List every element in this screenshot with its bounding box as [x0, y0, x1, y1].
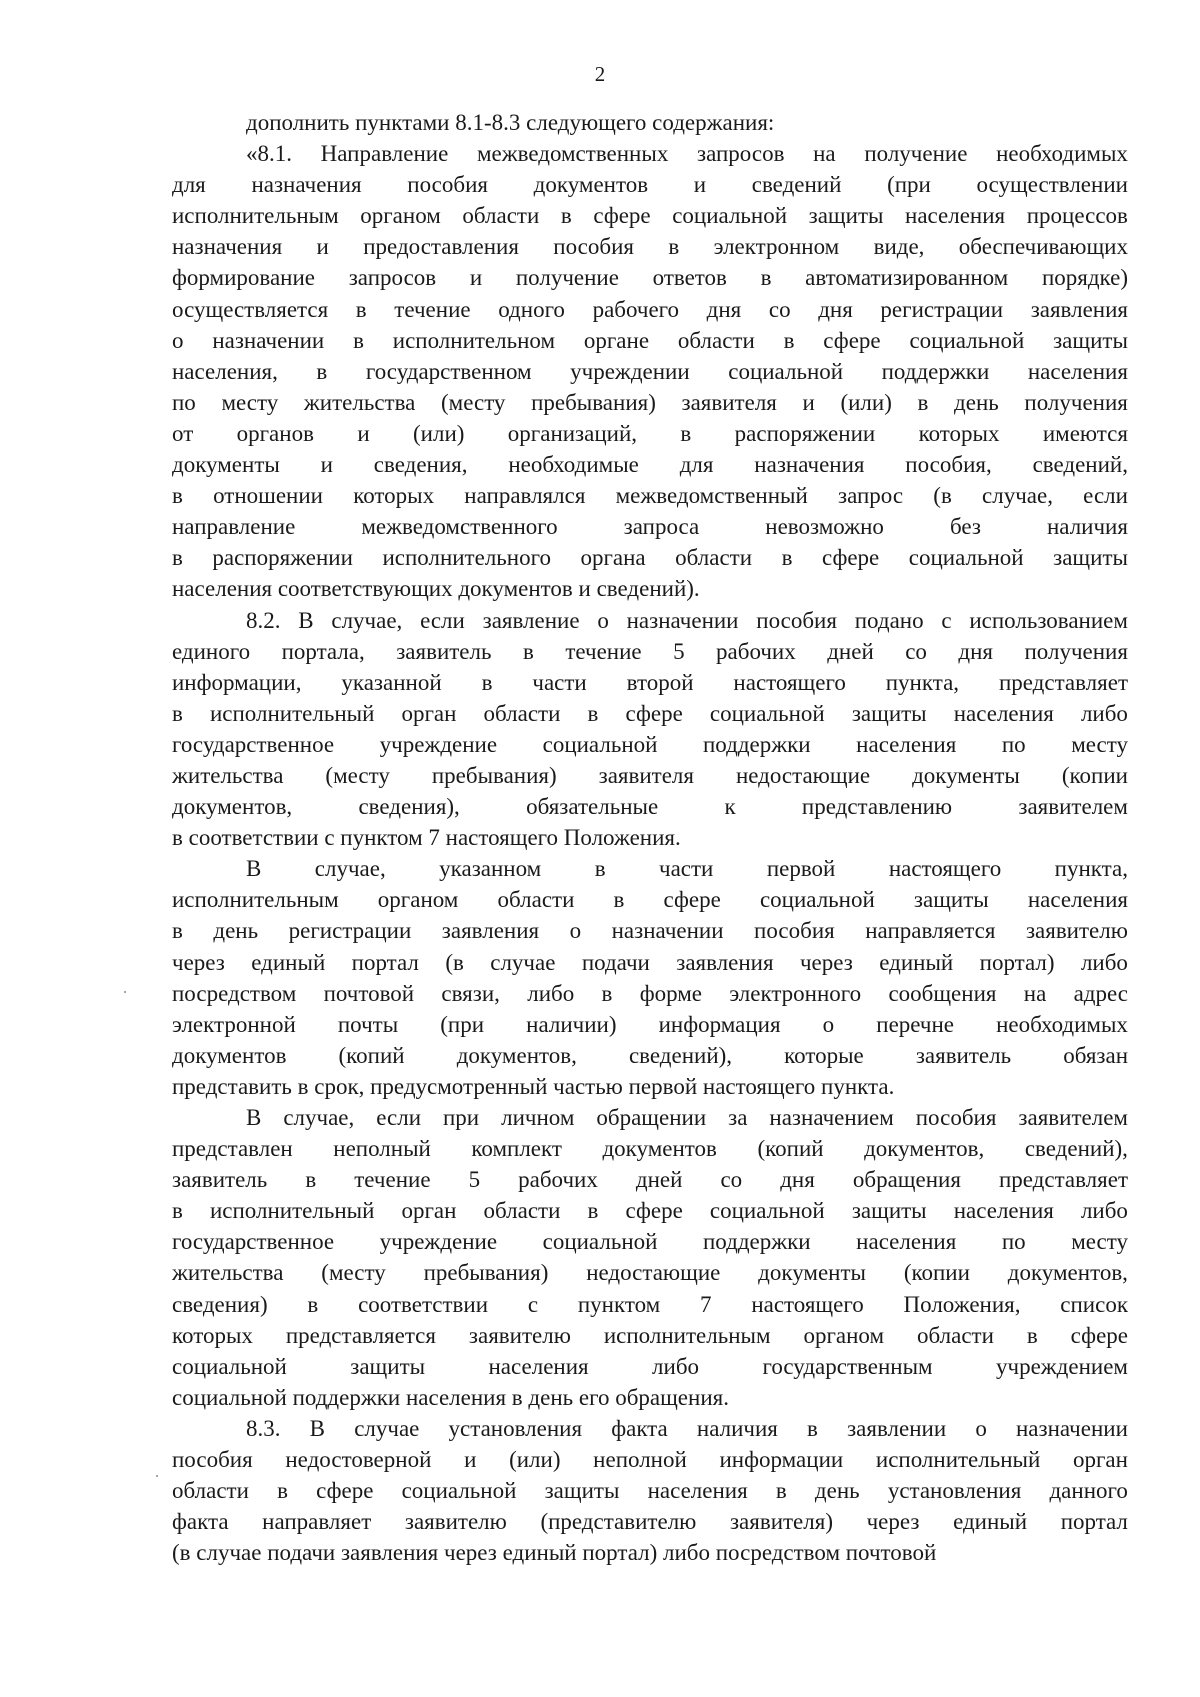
text-line: назначения и предоставления пособия в электронном виде, обеспечивающих	[172, 234, 1128, 260]
text-line: о назначении в исполнительном органе области в сфере социальной защиты	[172, 327, 1128, 353]
paragraph	[172, 138, 1128, 604]
text-line: области в сфере социальной защиты населения в день установления данного	[172, 1478, 1128, 1504]
text-line: от органов и (или) организаций, в распоряжении которых имеются	[172, 420, 1128, 446]
text-line: исполнительным органом области в сфере социальной защиты населения	[172, 887, 1128, 913]
text-line: осуществляется в течение одного рабочего дня со дня регистрации заявления	[172, 296, 1128, 322]
text-line: государственное учреждение социальной поддержки населения по месту	[172, 731, 1128, 757]
text-line: в распоряжении исполнительного органа области в сфере социальной защиты	[172, 545, 1128, 571]
text-line: исполнительным органом области в сфере социальной защиты населения процессов	[172, 203, 1128, 229]
text-line: факта направляет заявителю (представителю заявителя) через единый портал	[172, 1509, 1128, 1535]
text-line: которых представляется заявителю исполнительным органом области в сфере	[172, 1322, 1128, 1348]
text-line: в соответствии с пунктом 7 настоящего Положения.	[172, 825, 681, 851]
text-line: 8.2. В случае, если заявление о назначении пособия подано с использованием	[246, 607, 1128, 633]
text-line: населения, в государственном учреждении социальной поддержки населения	[172, 358, 1128, 384]
text-line: (в случае подачи заявления через единый портал) либо посредством почтовой	[172, 1540, 937, 1566]
text-line: документов, сведения), обязательные к представлению заявителем	[172, 794, 1128, 820]
paragraph	[172, 1413, 1128, 1568]
text-line: дополнить пунктами 8.1-8.3 следующего содержания:	[246, 110, 775, 135]
text-line: государственное учреждение социальной поддержки населения по месту	[172, 1229, 1128, 1255]
page-number: 2	[594, 62, 606, 86]
text-line: пособия недостоверной и (или) неполной информации исполнительный орган	[172, 1447, 1128, 1473]
text-line: сведения) в соответствии с пунктом 7 настоящего Положения, список	[172, 1291, 1128, 1317]
text-line: посредством почтовой связи, либо в форме электронного сообщения на адрес	[172, 980, 1128, 1006]
document-body	[172, 107, 1128, 1568]
text-line: через единый портал (в случае подачи заявления через единый портал) либо	[172, 949, 1128, 975]
scan-speck	[156, 1475, 158, 1477]
text-line: жительства (месту пребывания) недостающие документы (копии документов,	[172, 1260, 1128, 1286]
text-line: заявитель в течение 5 рабочих дней со дня обращения представляет	[172, 1167, 1128, 1193]
text-line: В случае, если при личном обращении за назначением пособия заявителем	[246, 1105, 1128, 1130]
text-line: «8.1. Направление межведомственных запросов на получение необходимых	[246, 141, 1128, 167]
text-line: единого портала, заявитель в течение 5 рабочих дней со дня получения	[172, 638, 1128, 664]
paragraph	[172, 107, 1128, 138]
text-line: населения соответствующих документов и сведений).	[172, 576, 700, 602]
text-line: документов (копий документов, сведений), которые заявитель обязан	[172, 1042, 1128, 1068]
text-line: информации, указанной в части второй настоящего пункта, представляет	[172, 669, 1128, 695]
text-line: жительства (месту пребывания) заявителя недостающие документы (копии	[172, 762, 1128, 788]
text-line: направление межведомственного запроса невозможно без наличия	[172, 514, 1128, 540]
text-line: электронной почты (при наличии) информация о перечне необходимых	[172, 1011, 1128, 1037]
text-line: по месту жительства (месту пребывания) заявителя и (или) в день получения	[172, 389, 1128, 415]
text-line: В случае, указанном в части первой настоящего пункта,	[246, 856, 1128, 882]
paragraph	[172, 1102, 1128, 1413]
text-line: социальной поддержки населения в день его обращения.	[172, 1384, 729, 1410]
text-line: документы и сведения, необходимые для назначения пособия, сведений,	[172, 452, 1128, 478]
text-line: социальной защиты населения либо государственным учреждением	[172, 1353, 1128, 1379]
text-line: представлен неполный комплект документов (копий документов, сведений),	[172, 1136, 1128, 1162]
text-line: формирование запросов и получение ответов в автоматизированном порядке)	[172, 265, 1128, 291]
text-line: в отношении которых направлялся межведомственный запрос (в случае, если	[172, 483, 1128, 509]
paragraph	[172, 853, 1128, 1102]
text-line: в исполнительный орган области в сфере социальной защиты населения либо	[172, 700, 1128, 726]
scan-speck	[124, 991, 126, 993]
text-line: представить в срок, предусмотренный частью первой настоящего пункта.	[172, 1073, 895, 1099]
text-line: в день регистрации заявления о назначении пособия направляется заявителю	[172, 918, 1128, 944]
text-line: 8.3. В случае установления факта наличия в заявлении о назначении	[246, 1415, 1128, 1441]
paragraph	[172, 605, 1128, 854]
text-line: в исполнительный орган области в сфере социальной защиты населения либо	[172, 1198, 1128, 1224]
text-line: для назначения пособия документов и сведений (при осуществлении	[172, 172, 1128, 198]
